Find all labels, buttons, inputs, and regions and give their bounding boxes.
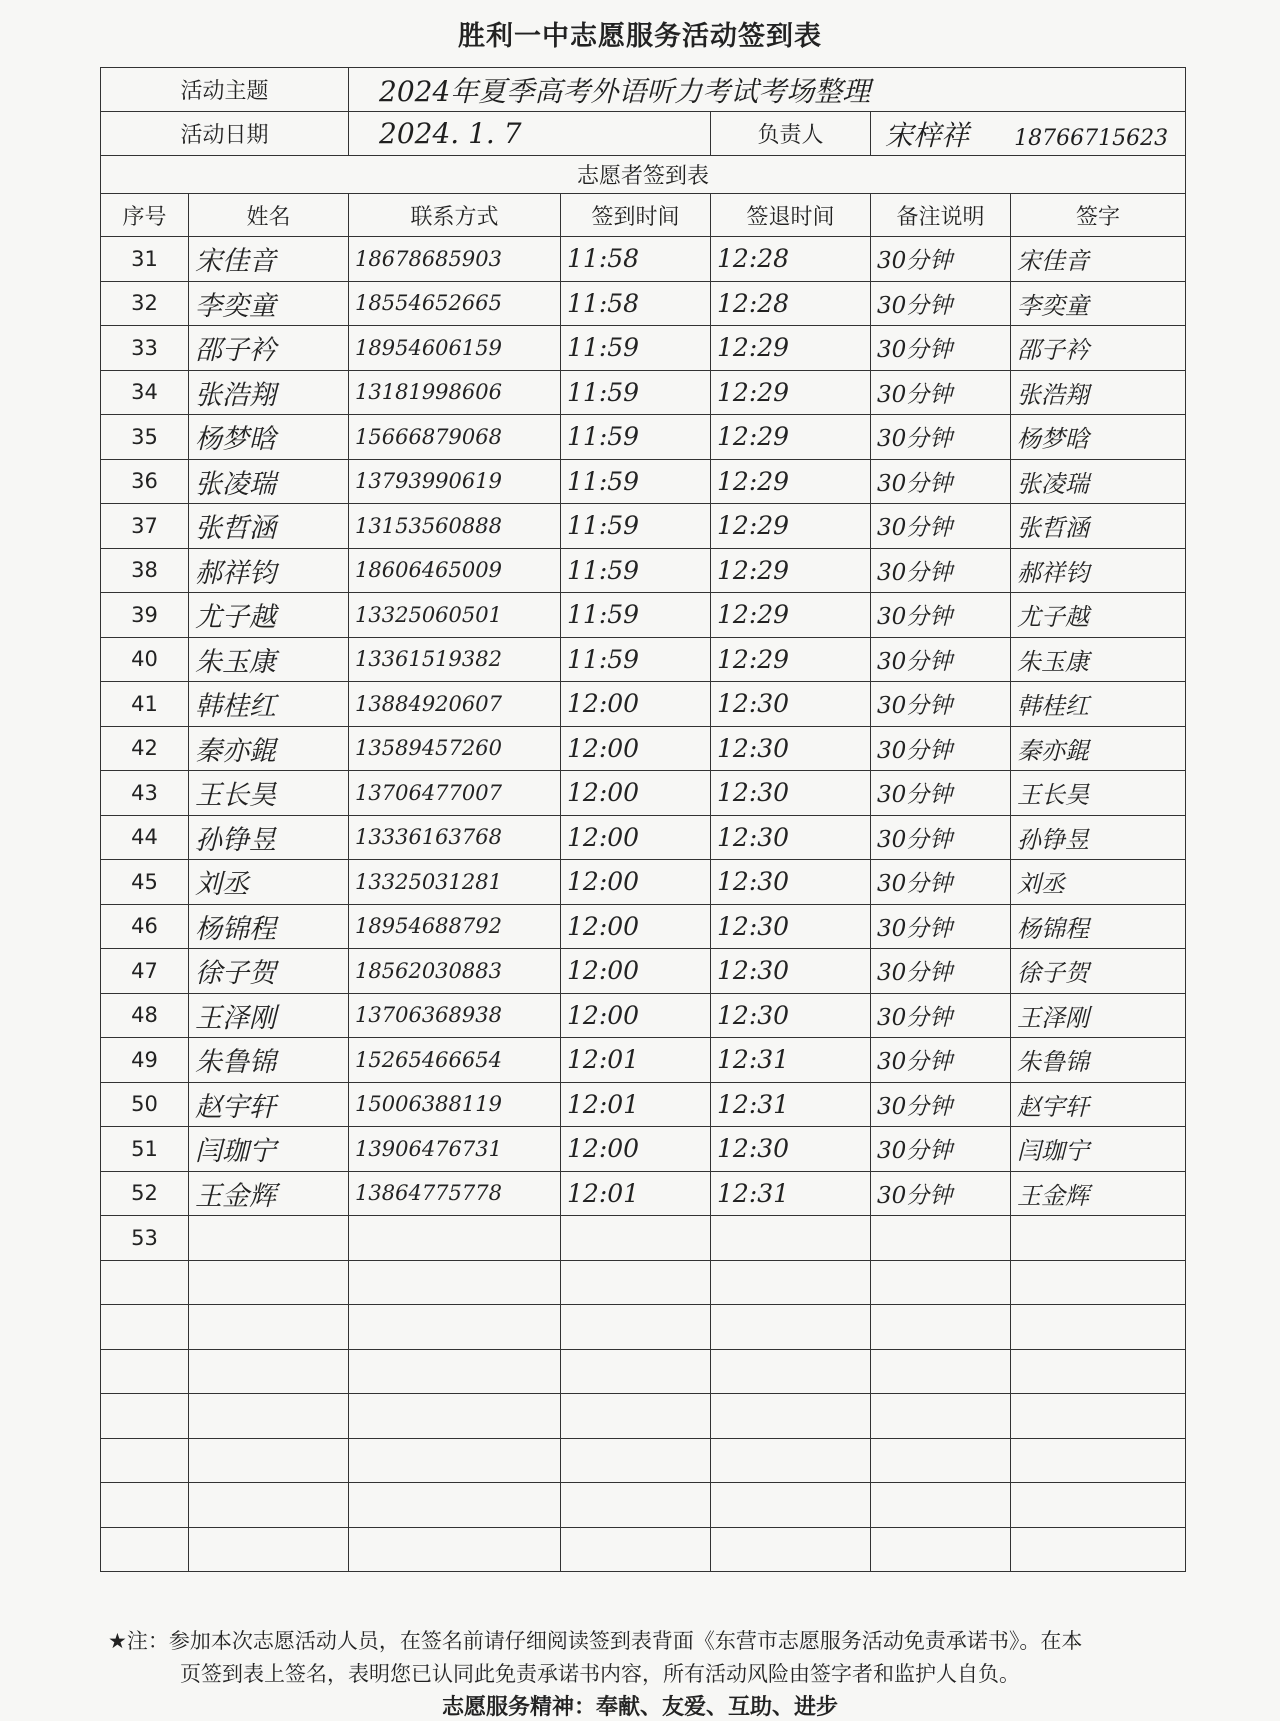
checkout-time: 12:28 [711,281,871,326]
footer-line-2: 页签到表上签名，表明您已认同此免责承诺书内容，所有活动风险由签字者和监护人自负。 [180,1662,1020,1686]
row-number: 37 [101,504,189,549]
checkout-time: 12:29 [711,459,871,504]
table-row [101,1127,1186,1172]
contact-phone: 13906476731 [349,1127,561,1172]
table-row [101,1260,1186,1305]
checkout-time: 12:30 [711,949,871,994]
checkin-time: 11:59 [561,593,711,638]
contact-phone: 18606465009 [349,548,561,593]
checkin-time: 11:58 [561,237,711,282]
theme-row [101,68,1186,112]
checkin-time: 12:00 [561,993,711,1038]
volunteer-motto: 志愿服务精神：奉献、友爱、互助、进步 [441,1695,838,1720]
contact-phone: 13884920607 [349,682,561,727]
volunteer-name: 王金辉 [189,1171,349,1216]
row-number: 40 [101,637,189,682]
volunteer-name: 王泽刚 [189,993,349,1038]
checkin-time [561,1305,711,1350]
contact-phone: 13706368938 [349,993,561,1038]
volunteer-name: 杨梦晗 [189,415,349,460]
note: 30分钟 [871,1171,1011,1216]
note: 30分钟 [871,504,1011,549]
signature: 李奕童 [1011,281,1186,326]
table-row [101,904,1186,949]
row-number: 38 [101,548,189,593]
signature: 闫珈宁 [1011,1127,1186,1172]
date-label: 活动日期 [101,112,349,156]
table-row [101,1394,1186,1439]
volunteer-name [189,1305,349,1350]
table-row [101,1305,1186,1350]
contact-phone [349,1483,561,1528]
contact-phone: 13706477007 [349,771,561,816]
theme-value: 2024年夏季高考外语听力考试考场整理 [349,68,1186,112]
signature: 张浩翔 [1011,370,1186,415]
volunteer-name [189,1349,349,1394]
signature: 王泽刚 [1011,993,1186,1038]
checkout-time: 12:29 [711,637,871,682]
checkin-time: 12:00 [561,815,711,860]
volunteer-name [189,1483,349,1528]
signin-table [100,67,1186,1572]
signature [1011,1216,1186,1261]
signature: 杨锦程 [1011,904,1186,949]
volunteer-name: 韩桂红 [189,682,349,727]
volunteer-name [189,1216,349,1261]
note: 30分钟 [871,548,1011,593]
note [871,1527,1011,1572]
checkout-time: 12:30 [711,815,871,860]
note: 30分钟 [871,637,1011,682]
contact-phone [349,1260,561,1305]
table-row [101,637,1186,682]
table-row [101,1082,1186,1127]
table-row [101,281,1186,326]
row-number: 48 [101,993,189,1038]
signature [1011,1438,1186,1483]
signature [1011,1527,1186,1572]
table-row [101,1438,1186,1483]
table-row [101,1483,1186,1528]
row-number: 44 [101,815,189,860]
checkout-time [711,1438,871,1483]
row-number: 50 [101,1082,189,1127]
leader-cell [871,112,1186,156]
table-row [101,771,1186,816]
note [871,1216,1011,1261]
contact-phone [349,1349,561,1394]
note: 30分钟 [871,281,1011,326]
volunteer-name: 孙铮昱 [189,815,349,860]
volunteer-name: 闫珈宁 [189,1127,349,1172]
row-number: 46 [101,904,189,949]
note: 30分钟 [871,1082,1011,1127]
row-number: 36 [101,459,189,504]
col-header-note: 备注说明 [871,194,1011,237]
note [871,1305,1011,1350]
note: 30分钟 [871,326,1011,371]
signature: 尤子越 [1011,593,1186,638]
note: 30分钟 [871,415,1011,460]
row-number [101,1305,189,1350]
row-number [101,1527,189,1572]
checkout-time [711,1527,871,1572]
checkout-time [711,1216,871,1261]
signature: 张凌瑞 [1011,459,1186,504]
date-value: 2024. 1. 7 [349,112,711,156]
leader-phone: 18766715623 [1014,125,1169,151]
signature: 宋佳音 [1011,237,1186,282]
row-number [101,1483,189,1528]
contact-phone: 18554652665 [349,281,561,326]
note: 30分钟 [871,1127,1011,1172]
col-header-signature: 签字 [1011,194,1186,237]
checkout-time: 12:30 [711,682,871,727]
contact-phone: 15666879068 [349,415,561,460]
checkout-time: 12:30 [711,1127,871,1172]
contact-phone: 13181998606 [349,370,561,415]
row-number: 52 [101,1171,189,1216]
note: 30分钟 [871,370,1011,415]
checkin-time [561,1216,711,1261]
volunteer-name: 朱鲁锦 [189,1038,349,1083]
leader-name: 宋梓祥 [885,118,970,152]
volunteer-name: 朱玉康 [189,637,349,682]
signature: 王金辉 [1011,1171,1186,1216]
section-row [101,156,1186,194]
contact-phone: 13589457260 [349,726,561,771]
contact-phone: 15265466654 [349,1038,561,1083]
checkin-time: 12:01 [561,1171,711,1216]
volunteer-name [189,1527,349,1572]
table-row [101,860,1186,905]
checkout-time [711,1349,871,1394]
signature [1011,1305,1186,1350]
checkin-time [561,1394,711,1439]
row-number: 31 [101,237,189,282]
checkout-time: 12:30 [711,860,871,905]
note [871,1349,1011,1394]
note [871,1394,1011,1439]
checkin-time [561,1483,711,1528]
row-number: 51 [101,1127,189,1172]
signature: 邵子衿 [1011,326,1186,371]
contact-phone: 13336163768 [349,815,561,860]
row-number: 34 [101,370,189,415]
row-number: 43 [101,771,189,816]
signature [1011,1349,1186,1394]
table-row [101,993,1186,1038]
row-number: 33 [101,326,189,371]
signature [1011,1483,1186,1528]
checkin-time: 11:59 [561,548,711,593]
row-number [101,1438,189,1483]
checkout-time: 12:30 [711,993,871,1038]
contact-phone [349,1216,561,1261]
contact-phone: 13325060501 [349,593,561,638]
volunteer-name: 张凌瑞 [189,459,349,504]
row-number [101,1349,189,1394]
table-row [101,459,1186,504]
volunteer-name [189,1260,349,1305]
contact-phone: 18562030883 [349,949,561,994]
note: 30分钟 [871,1038,1011,1083]
note [871,1260,1011,1305]
checkout-time: 12:31 [711,1171,871,1216]
note: 30分钟 [871,237,1011,282]
volunteer-name: 张浩翔 [189,370,349,415]
checkin-time: 11:59 [561,504,711,549]
checkin-time: 11:59 [561,459,711,504]
table-row [101,949,1186,994]
contact-phone: 13325031281 [349,860,561,905]
contact-phone [349,1527,561,1572]
checkin-time: 12:01 [561,1038,711,1083]
footer-note [108,1625,1238,1691]
contact-phone: 15006388119 [349,1082,561,1127]
checkout-time [711,1394,871,1439]
checkout-time: 12:29 [711,370,871,415]
row-number: 41 [101,682,189,727]
checkin-time: 11:59 [561,370,711,415]
signature: 孙铮昱 [1011,815,1186,860]
table-row [101,815,1186,860]
volunteer-name: 刘丞 [189,860,349,905]
checkout-time: 12:30 [711,726,871,771]
note [871,1483,1011,1528]
footer-line-1: ★注：参加本次志愿活动人员，在签名前请仔细阅读签到表背面《东营市志愿服务活动免责承诺书》。在本 [108,1629,1083,1653]
contact-phone: 18954688792 [349,904,561,949]
table-row [101,504,1186,549]
volunteer-name: 杨锦程 [189,904,349,949]
col-header-name: 姓名 [189,194,349,237]
table-row [101,682,1186,727]
note: 30分钟 [871,815,1011,860]
checkin-time: 12:00 [561,726,711,771]
signature: 朱玉康 [1011,637,1186,682]
row-number: 35 [101,415,189,460]
checkout-time: 12:31 [711,1038,871,1083]
contact-phone: 18678685903 [349,237,561,282]
checkout-time: 12:29 [711,415,871,460]
contact-phone: 18954606159 [349,326,561,371]
contact-phone: 13361519382 [349,637,561,682]
checkin-time [561,1527,711,1572]
volunteer-name: 秦亦錕 [189,726,349,771]
note: 30分钟 [871,949,1011,994]
row-number: 32 [101,281,189,326]
checkin-time: 11:58 [561,281,711,326]
checkin-time: 12:01 [561,1082,711,1127]
signature: 张哲涵 [1011,504,1186,549]
checkout-time: 12:30 [711,904,871,949]
col-header-checkin: 签到时间 [561,194,711,237]
table-row [101,326,1186,371]
contact-phone [349,1305,561,1350]
contact-phone [349,1438,561,1483]
row-number: 42 [101,726,189,771]
checkin-time [561,1260,711,1305]
volunteer-name: 徐子贺 [189,949,349,994]
page-title: 胜利一中志愿服务活动签到表 [458,21,822,52]
checkin-time: 12:00 [561,904,711,949]
theme-label: 活动主题 [101,68,349,112]
col-header-no: 序号 [101,194,189,237]
checkout-time [711,1305,871,1350]
leader-label: 负责人 [711,112,871,156]
contact-phone: 13864775778 [349,1171,561,1216]
contact-phone: 13793990619 [349,459,561,504]
checkin-time [561,1438,711,1483]
table-row [101,237,1186,282]
signature: 杨梦晗 [1011,415,1186,460]
note: 30分钟 [871,993,1011,1038]
table-row [101,1171,1186,1216]
table-row [101,1038,1186,1083]
note: 30分钟 [871,682,1011,727]
volunteer-name: 尤子越 [189,593,349,638]
volunteer-name: 赵宇轩 [189,1082,349,1127]
row-number: 47 [101,949,189,994]
volunteer-name [189,1438,349,1483]
row-number: 39 [101,593,189,638]
note: 30分钟 [871,904,1011,949]
signature [1011,1260,1186,1305]
date-row [101,112,1186,156]
table-row [101,593,1186,638]
note: 30分钟 [871,771,1011,816]
checkout-time: 12:30 [711,771,871,816]
contact-phone [349,1394,561,1439]
checkout-time: 12:29 [711,326,871,371]
checkin-time: 12:00 [561,860,711,905]
checkout-time: 12:28 [711,237,871,282]
volunteer-name: 郝祥钧 [189,548,349,593]
signature: 刘丞 [1011,860,1186,905]
section-title: 志愿者签到表 [101,156,1186,194]
checkout-time [711,1483,871,1528]
signature [1011,1394,1186,1439]
checkin-time: 12:00 [561,682,711,727]
note: 30分钟 [871,860,1011,905]
table-row [101,1216,1186,1261]
checkin-time: 11:59 [561,415,711,460]
note: 30分钟 [871,726,1011,771]
volunteer-name: 邵子衿 [189,326,349,371]
signature: 徐子贺 [1011,949,1186,994]
note: 30分钟 [871,459,1011,504]
checkin-time: 12:00 [561,771,711,816]
table-row [101,1349,1186,1394]
table-row [101,548,1186,593]
signature: 秦亦錕 [1011,726,1186,771]
volunteer-name: 李奕童 [189,281,349,326]
table-row [101,415,1186,460]
signature: 王长昊 [1011,771,1186,816]
signature: 郝祥钧 [1011,548,1186,593]
note: 30分钟 [871,593,1011,638]
checkout-time: 12:31 [711,1082,871,1127]
volunteer-name: 张哲涵 [189,504,349,549]
volunteer-name: 王长昊 [189,771,349,816]
volunteer-name [189,1394,349,1439]
row-number [101,1394,189,1439]
contact-phone: 13153560888 [349,504,561,549]
checkout-time: 12:29 [711,593,871,638]
signature: 韩桂红 [1011,682,1186,727]
checkin-time: 11:59 [561,326,711,371]
signature: 赵宇轩 [1011,1082,1186,1127]
table-row [101,726,1186,771]
volunteer-name: 宋佳音 [189,237,349,282]
table-row [101,1527,1186,1572]
checkin-time: 12:00 [561,949,711,994]
table-row [101,370,1186,415]
checkout-time: 12:29 [711,504,871,549]
checkout-time: 12:29 [711,548,871,593]
row-number [101,1260,189,1305]
checkout-time [711,1260,871,1305]
checkin-time: 12:00 [561,1127,711,1172]
col-header-phone: 联系方式 [349,194,561,237]
column-header-row [101,194,1186,237]
row-number: 45 [101,860,189,905]
row-number: 49 [101,1038,189,1083]
row-number: 53 [101,1216,189,1261]
col-header-checkout: 签退时间 [711,194,871,237]
checkin-time: 11:59 [561,637,711,682]
note [871,1438,1011,1483]
signature: 朱鲁锦 [1011,1038,1186,1083]
checkin-time [561,1349,711,1394]
